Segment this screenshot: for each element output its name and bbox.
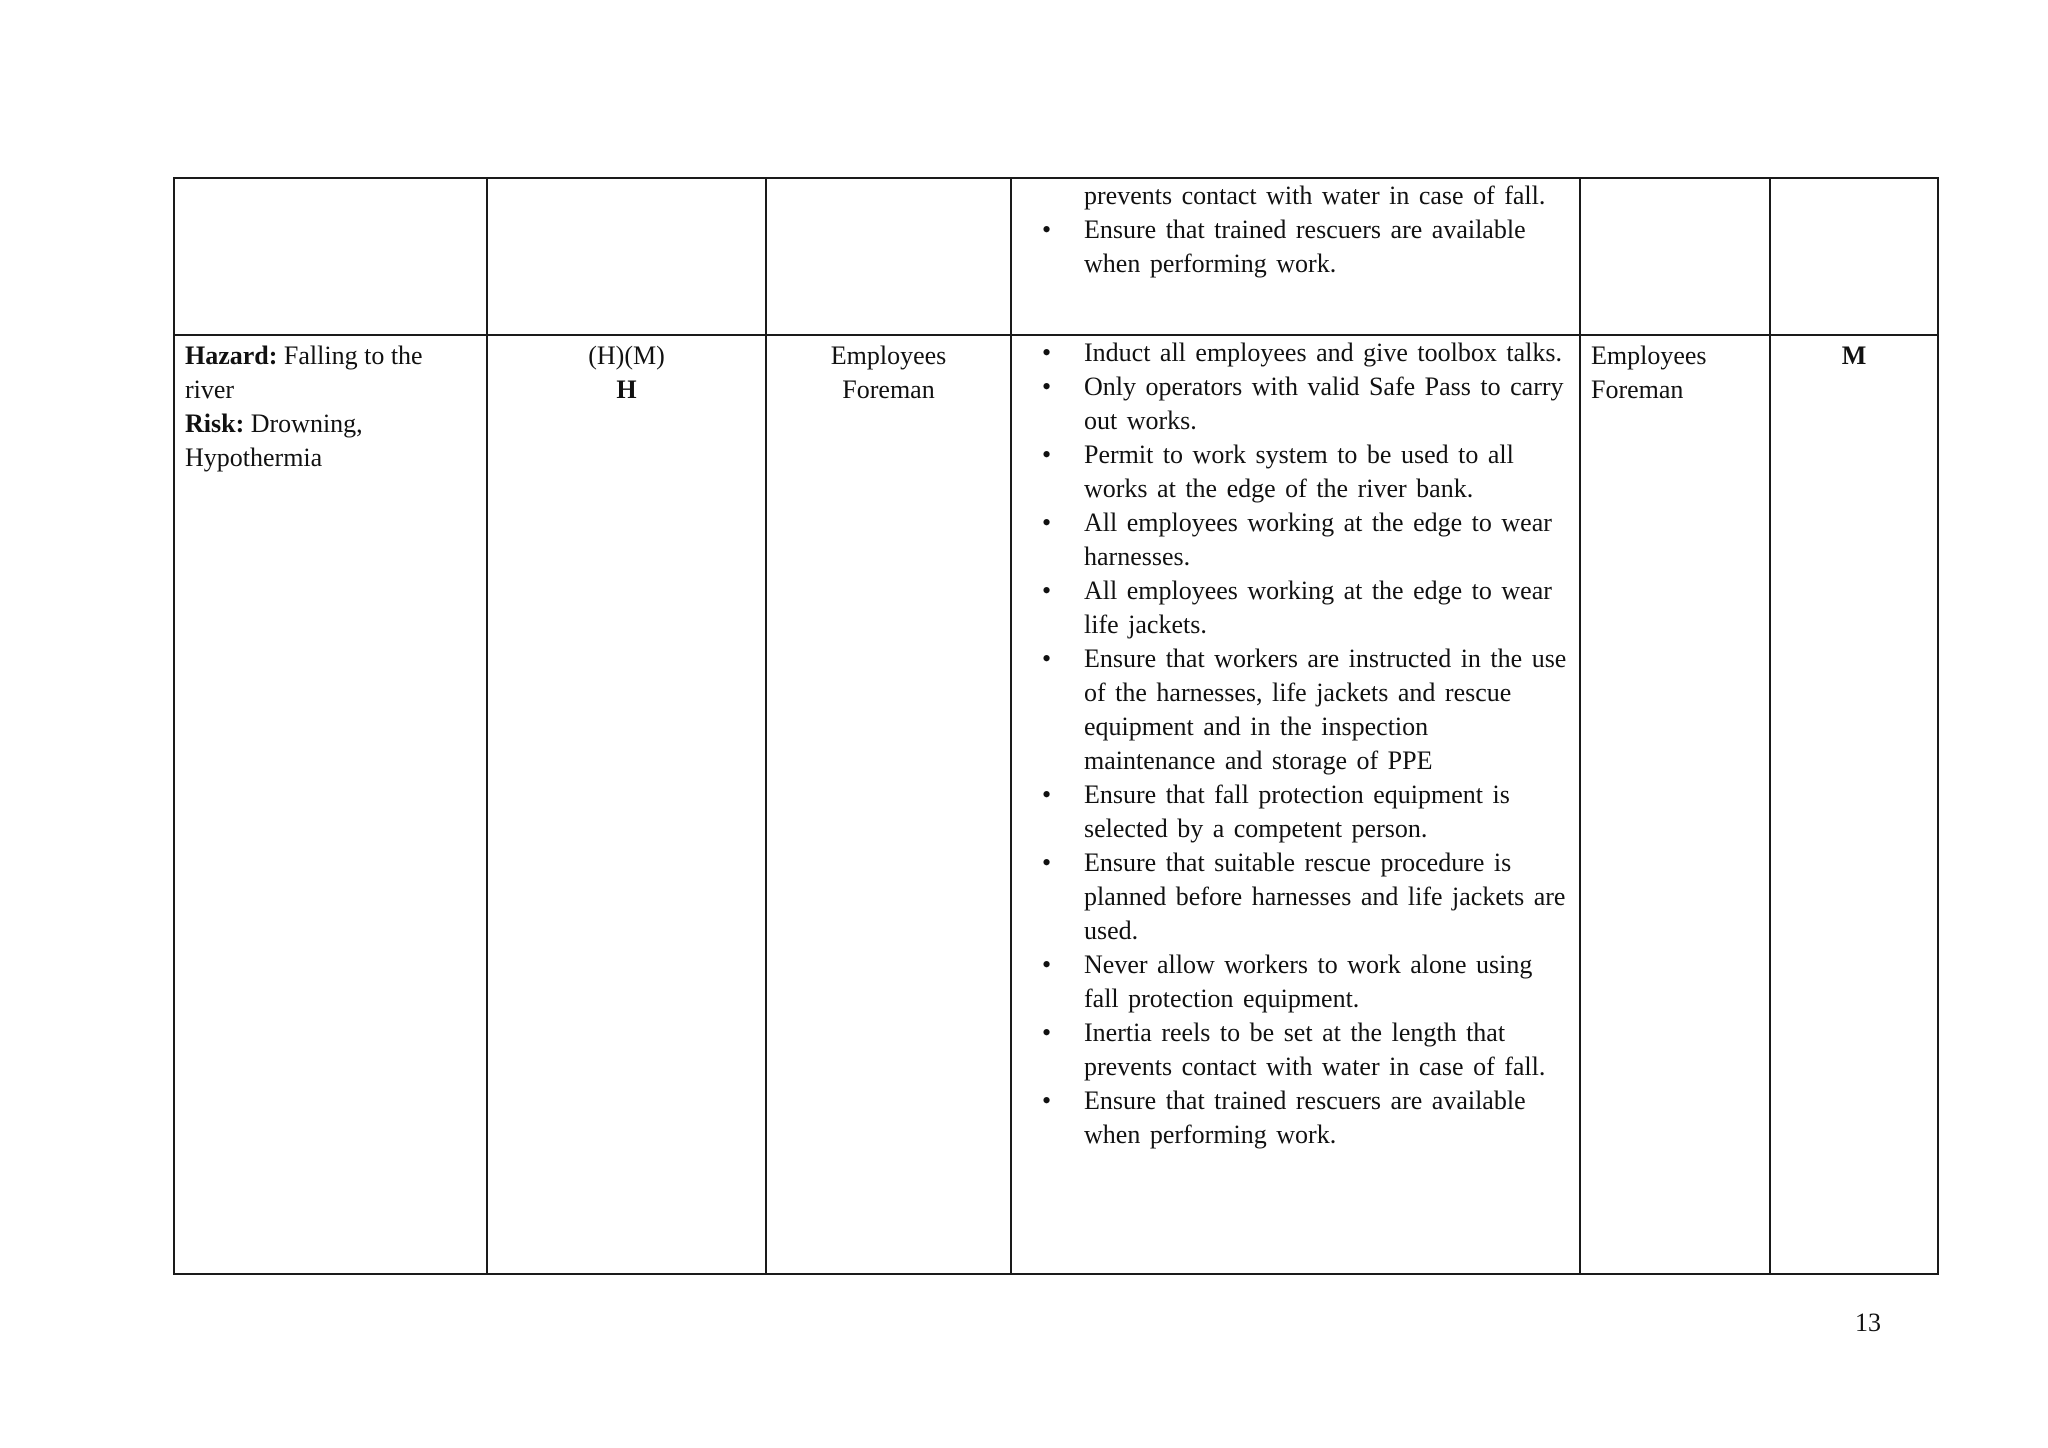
- cell-risk-rating: [487, 335, 766, 1274]
- table-row-falling-to-river: [174, 335, 1938, 1274]
- persons-at-risk-foreman: Foreman: [842, 375, 935, 404]
- cell-rating-empty: [487, 178, 766, 335]
- hazard-label: Hazard:: [185, 341, 278, 370]
- cell-hazard-empty: [174, 178, 487, 335]
- control-measures-list-continued: [1022, 179, 1569, 281]
- cell-residual-risk: [1770, 335, 1938, 1274]
- risk-rating-level: H: [616, 375, 637, 404]
- list-item: • Never allow workers to work alone using fall protection equipment.: [1084, 948, 1569, 1016]
- list-item: • Ensure that fall protection equipment is selected by a competent person.: [1084, 778, 1569, 846]
- risk-assessment-table: [173, 177, 1939, 1275]
- hazard-text: Falling to the river: [185, 341, 423, 404]
- cell-responsible-person: [1580, 335, 1770, 1274]
- risk-rating-likelihood-severity: (H)(M): [588, 341, 665, 370]
- control-measures-list: [1022, 336, 1569, 1152]
- list-item: • Only operators with valid Safe Pass to carry out works.: [1084, 370, 1569, 438]
- cell-persons-empty: [766, 178, 1011, 335]
- cell-control-measures: [1011, 335, 1580, 1274]
- residual-risk-rating: M: [1841, 341, 1867, 370]
- cell-hazard-risk: [174, 335, 487, 1274]
- list-item: • All employees working at the edge to wear life jackets.: [1084, 574, 1569, 642]
- table-row-continued: [174, 178, 1938, 335]
- responsible-employees: Employees: [1591, 341, 1707, 370]
- cell-residual-empty: [1770, 178, 1938, 335]
- list-item: • Ensure that trained rescuers are available when performing work.: [1084, 213, 1569, 281]
- cell-responsible-empty: [1580, 178, 1770, 335]
- list-item: • All employees working at the edge to wear harnesses.: [1084, 506, 1569, 574]
- list-item: • Ensure that workers are instructed in the use of the harnesses, life jackets and rescue equipment and in the inspection maintenance and storage of PPE: [1084, 642, 1569, 778]
- list-item: • Ensure that trained rescuers are available when performing work.: [1084, 1084, 1569, 1152]
- risk-text: Drowning, Hypothermia: [185, 409, 363, 472]
- list-item: • Induct all employees and give toolbox talks.: [1084, 336, 1569, 370]
- list-item: • Permit to work system to be used to all works at the edge of the river bank.: [1084, 438, 1569, 506]
- list-item: • Ensure that suitable rescue procedure is planned before harnesses and life jackets are used.: [1084, 846, 1569, 948]
- persons-at-risk-employees: Employees: [830, 341, 947, 370]
- risk-label: Risk:: [185, 409, 245, 438]
- responsible-foreman: Foreman: [1591, 375, 1684, 404]
- list-item: prevents contact with water in case of fall.: [1084, 181, 1546, 210]
- cell-control-measures-continued: [1011, 178, 1580, 335]
- cell-persons-at-risk: [766, 335, 1011, 1274]
- page-number: 13: [1855, 1308, 1881, 1337]
- list-item: • Inertia reels to be set at the length that prevents contact with water in case of fall.: [1084, 1016, 1569, 1084]
